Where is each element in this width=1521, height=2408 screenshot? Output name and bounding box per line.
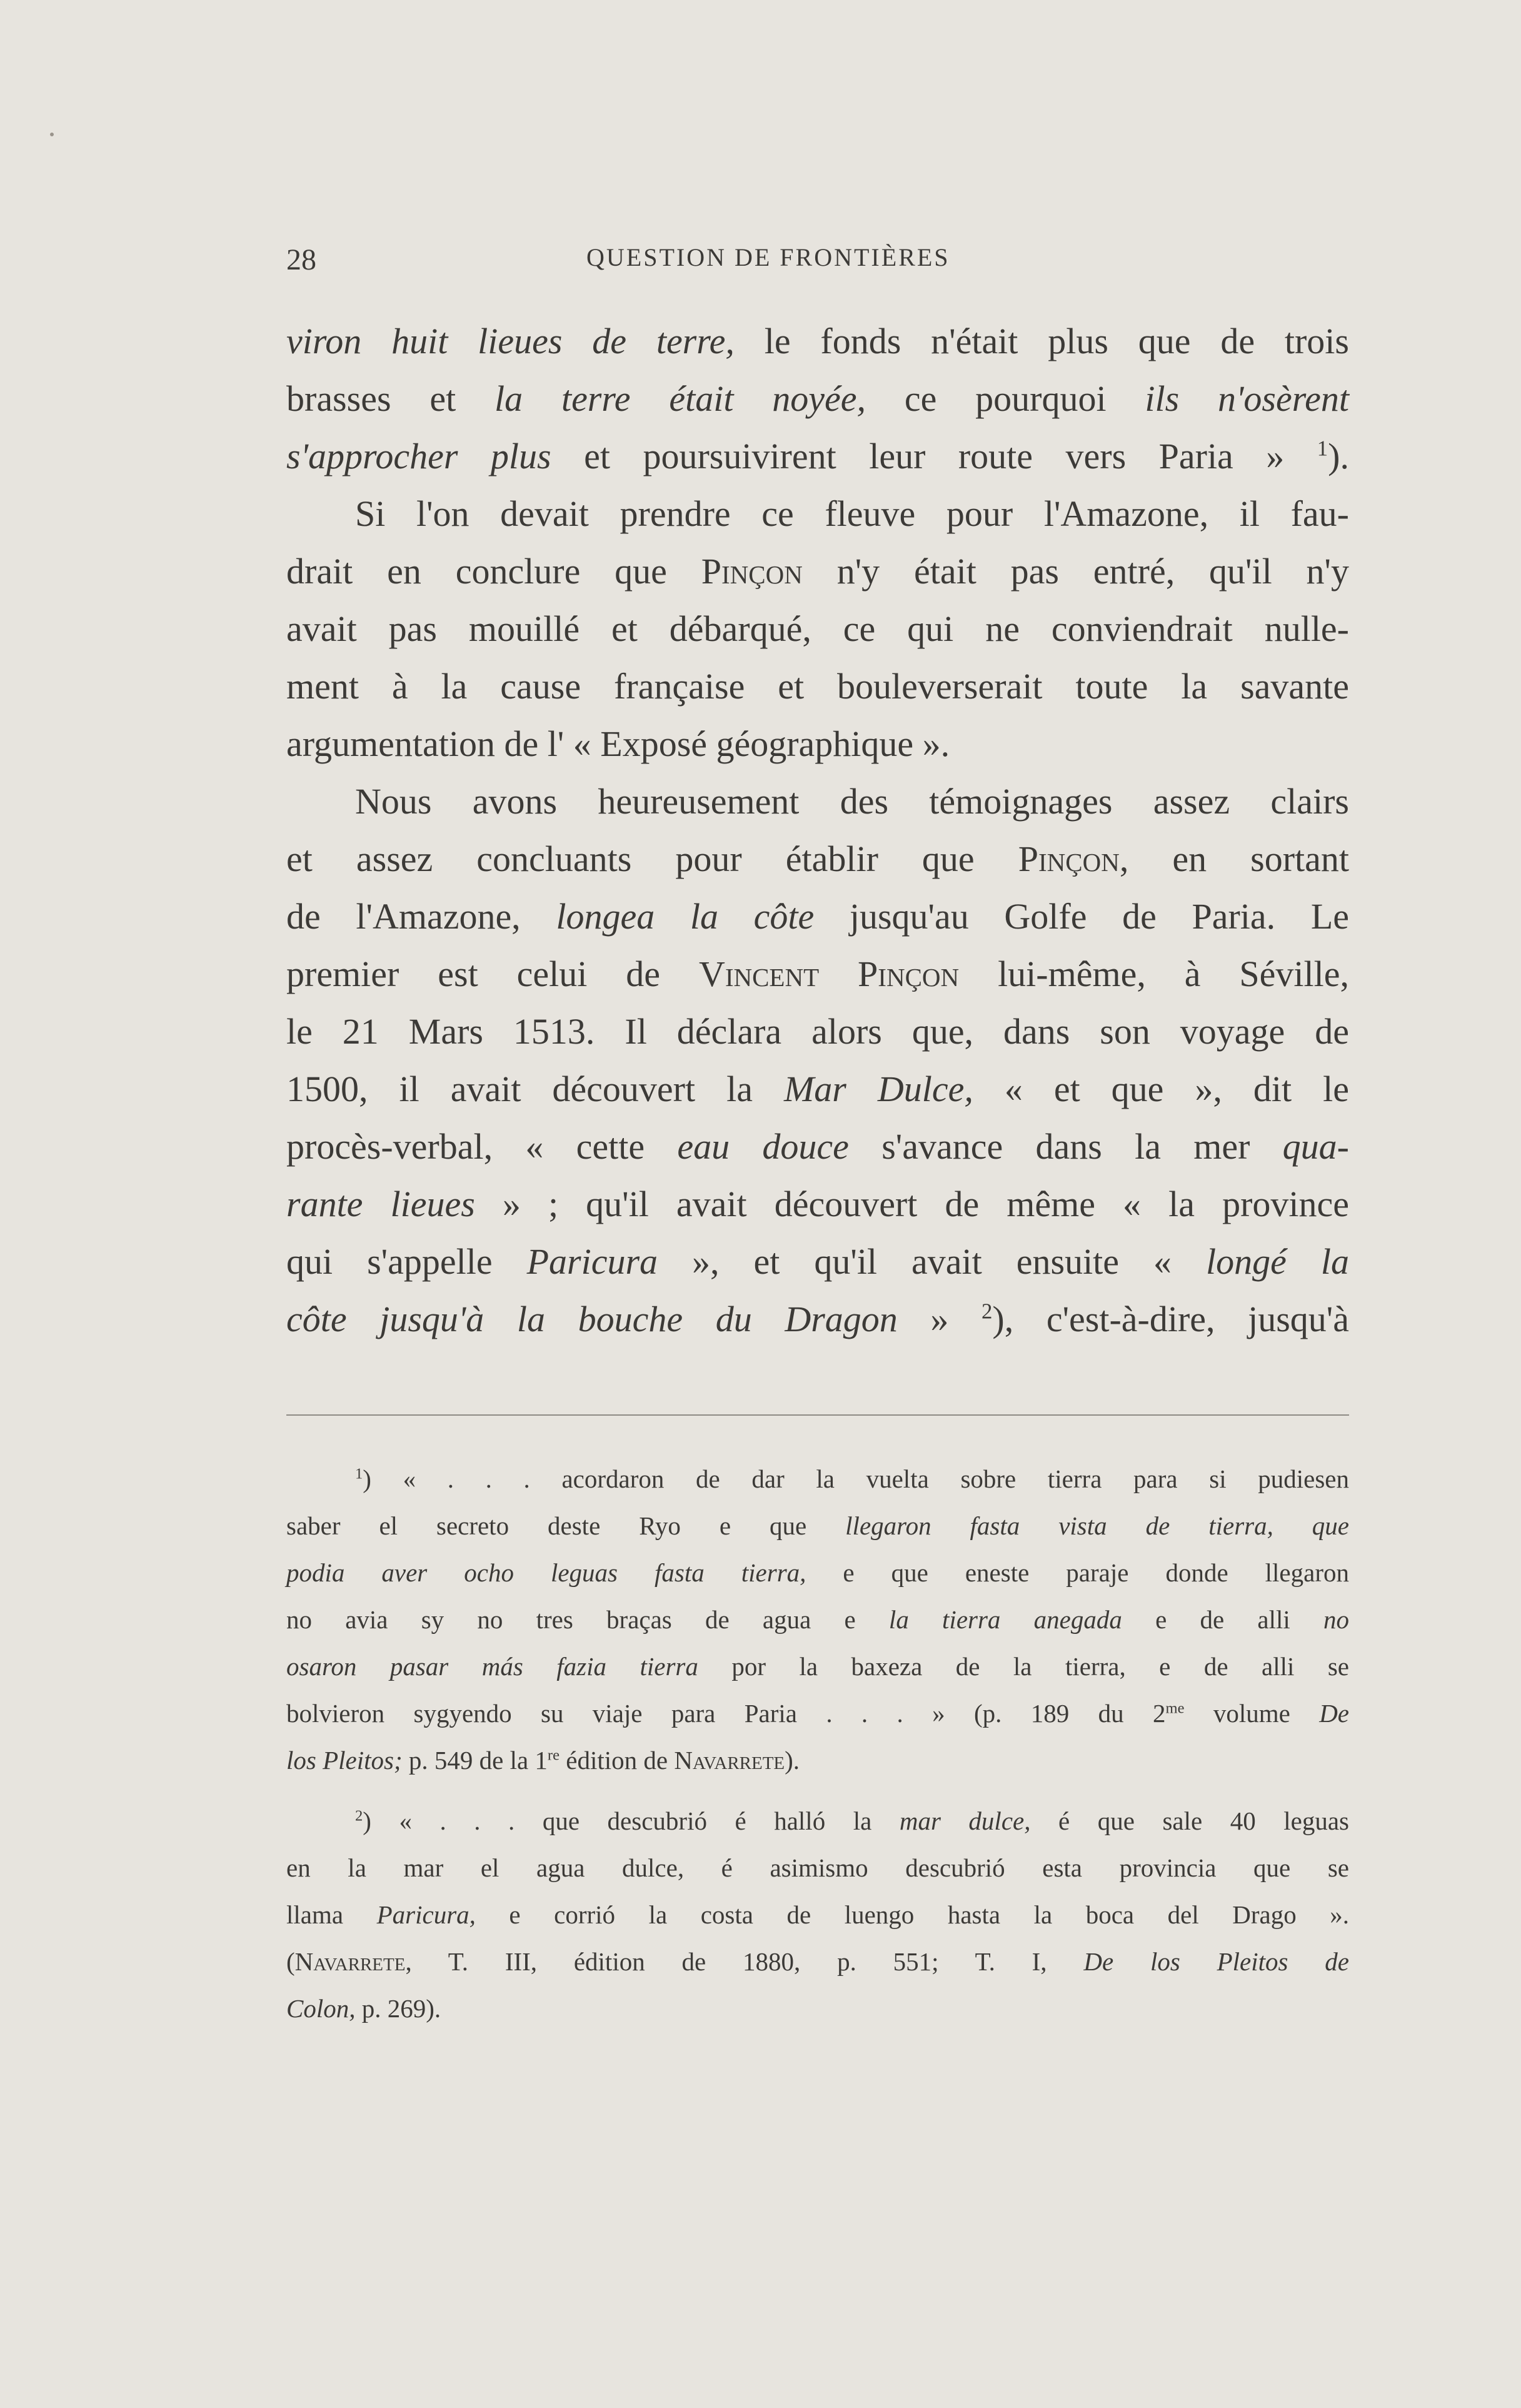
small-caps-run: Navarrete — [294, 1947, 406, 1976]
text-run: lui-même, à Séville, — [959, 954, 1349, 994]
italic-run: mar dulce, — [899, 1806, 1031, 1835]
text-run: bolvieron sygyendo su viaje para Paria . . . » (p. 189 du 2 — [286, 1699, 1166, 1728]
italic-run: viron huit lieues de terre, — [286, 321, 735, 361]
text-run: avait pas mouillé et débarqué, ce qui ne conviendrait nulle- — [286, 608, 1349, 649]
text-run: jusqu'au Golfe de Paria. Le — [814, 896, 1349, 937]
small-caps-run: Pinçon — [1018, 839, 1120, 879]
small-caps-run: Pinçon — [701, 551, 803, 592]
text-run: ( — [286, 1947, 295, 1976]
text-run: 1500, il avait découvert la — [286, 1069, 784, 1109]
text-run: premier est celui de — [286, 954, 699, 994]
italic-run: Colon, — [286, 1994, 356, 2023]
running-head — [286, 243, 1349, 286]
text-run: argumentation de l' « Exposé géographique ». — [286, 723, 950, 764]
footnote-line — [286, 1643, 1349, 1690]
text-run: ). — [1328, 436, 1349, 476]
text-run: ment à la cause française et bouleverserait toute la savante — [286, 666, 1349, 707]
italic-run: no — [1323, 1605, 1349, 1634]
text-run: volume — [1184, 1699, 1320, 1728]
text-run: ce pourquoi — [866, 378, 1145, 419]
text-run: ). — [785, 1746, 800, 1775]
italic-run: De los Pleitos de — [1083, 1947, 1349, 1976]
text-line — [286, 830, 1349, 888]
footnote-line — [286, 1596, 1349, 1643]
text-line — [286, 313, 1349, 370]
footnote-line — [286, 1503, 1349, 1549]
text-run: saber el secreto deste Ryo e que — [286, 1511, 846, 1540]
text-line — [286, 1233, 1349, 1291]
italic-run: qua- — [1282, 1126, 1349, 1167]
paper-speck — [50, 133, 54, 136]
text-line — [286, 1176, 1349, 1233]
text-run: llama — [286, 1900, 377, 1929]
text-line — [286, 600, 1349, 658]
italic-run: osaron pasar más fazia tierra — [286, 1652, 698, 1681]
text-line — [286, 543, 1349, 600]
text-run: procès-verbal, « cette — [286, 1126, 678, 1167]
italic-run: Paricura — [526, 1241, 658, 1282]
text-run: brasses et — [286, 378, 495, 419]
text-run: p. 549 de la 1 — [402, 1746, 548, 1775]
italic-run: De — [1319, 1699, 1349, 1728]
text-run: , T. III, édition de 1880, p. 551; T. I, — [405, 1947, 1084, 1976]
footnote-gap — [286, 1784, 1349, 1798]
text-line — [286, 1291, 1349, 1348]
text-run: , en sortant — [1119, 839, 1349, 879]
text-run: no avia sy no tres braças de agua e — [286, 1605, 889, 1634]
text-run: et poursuivirent leur route vers Paria » — [551, 436, 1317, 476]
text-run: e de alli — [1122, 1605, 1323, 1634]
text-run: drait en conclure que — [286, 551, 701, 592]
footnote-line — [286, 1690, 1349, 1737]
small-caps-run: Vincent Pinçon — [698, 954, 960, 994]
footnote-line — [286, 1985, 1349, 2032]
text-run: en la mar el agua dulce, é asimismo descubrió esta provincia que se — [286, 1853, 1349, 1882]
italic-run: longé la — [1206, 1241, 1349, 1282]
text-run: s'avance dans la mer — [848, 1126, 1283, 1167]
footnotes — [286, 1456, 1349, 2032]
small-caps-run: Navarrete — [674, 1746, 785, 1775]
italic-run: Paricura, — [376, 1900, 476, 1929]
italic-run: rante lieues — [286, 1184, 475, 1224]
note-marker: 2 — [355, 1807, 363, 1825]
text-run: le fonds n'était plus que de trois — [734, 321, 1349, 361]
text-run: ) « . . . que descubrió é halló la — [363, 1806, 900, 1835]
text-line — [286, 888, 1349, 945]
footnote-line — [286, 1938, 1349, 1985]
italic-run: ils n'osèrent — [1145, 378, 1349, 419]
note-marker: 1 — [355, 1465, 363, 1483]
text-run: le 21 Mars 1513. Il déclara alors que, dans son voyage de — [286, 1011, 1349, 1052]
footnote-line — [286, 1549, 1349, 1596]
text-run: édition de — [560, 1746, 675, 1775]
text-run: et assez concluants pour établir que — [286, 839, 1018, 879]
text-line — [286, 1003, 1349, 1060]
italic-run: Mar Dulce, — [783, 1069, 973, 1109]
footnote-line — [286, 1737, 1349, 1784]
note-marker: 2 — [981, 1299, 993, 1324]
footnote-line — [286, 1845, 1349, 1892]
text-run: Nous avons heureusement des témoignages assez clairs — [355, 781, 1349, 822]
text-run: », et qu'il avait ensuite « — [658, 1241, 1207, 1282]
italic-run: llegaron fasta vista de tierra, que — [845, 1511, 1350, 1540]
italic-run: podia aver ocho leguas fasta tierra, — [286, 1558, 806, 1587]
text-run: ), c'est-à-dire, jusqu'à — [992, 1299, 1349, 1339]
text-line — [286, 773, 1349, 830]
text-run: é que sale 40 leguas — [1030, 1806, 1350, 1835]
text-run: Si l'on devait prendre ce fleuve pour l'Amazone, il fau- — [355, 493, 1349, 534]
text-run: n'y était pas entré, qu'il n'y — [802, 551, 1349, 592]
body-text — [286, 313, 1349, 1348]
italic-run: la terre était noyée, — [494, 378, 866, 419]
text-line — [286, 658, 1349, 715]
text-line — [286, 370, 1349, 428]
italic-run: longea la côte — [556, 896, 815, 937]
note-marker: me — [1165, 1700, 1185, 1717]
text-run: de l'Amazone, — [286, 896, 556, 937]
italic-run: los Pleitos; — [286, 1746, 403, 1775]
italic-run: s'approcher plus — [286, 436, 551, 476]
footnote-line — [286, 1798, 1349, 1845]
page-number: 28 — [286, 243, 316, 276]
italic-run: côte jusqu'à la bouche du Dragon — [286, 1299, 898, 1339]
text-run: e corrió la costa de luengo hasta la boca del Drago ». — [475, 1900, 1349, 1929]
text-line — [286, 428, 1349, 485]
text-line — [286, 485, 1349, 543]
footnote-line — [286, 1456, 1349, 1503]
text-line — [286, 1060, 1349, 1118]
text-run: p. 269). — [355, 1994, 441, 2023]
text-run: ) « . . . acordaron de dar la vuelta sobre tierra para si pudiesen — [363, 1464, 1349, 1493]
text-line — [286, 1118, 1349, 1176]
italic-run: eau douce — [677, 1126, 849, 1167]
text-run: « et que », dit le — [973, 1069, 1349, 1109]
text-run: qui s'appelle — [286, 1241, 527, 1282]
text-run: » — [897, 1299, 982, 1339]
text-run: e que eneste paraje donde llegaron — [806, 1558, 1349, 1587]
text-line — [286, 715, 1349, 773]
running-title: QUESTION DE FRONTIÈRES — [586, 243, 950, 271]
footnote-line — [286, 1892, 1349, 1938]
text-run: » ; qu'il avait découvert de même « la province — [474, 1184, 1349, 1224]
italic-run: la tierra anegada — [888, 1605, 1122, 1634]
footnote-rule — [286, 1414, 1349, 1416]
note-marker: 1 — [1317, 436, 1328, 461]
text-line — [286, 945, 1349, 1003]
note-marker: re — [547, 1746, 560, 1764]
text-run: por la baxeza de la tierra, e de alli se — [698, 1652, 1349, 1681]
